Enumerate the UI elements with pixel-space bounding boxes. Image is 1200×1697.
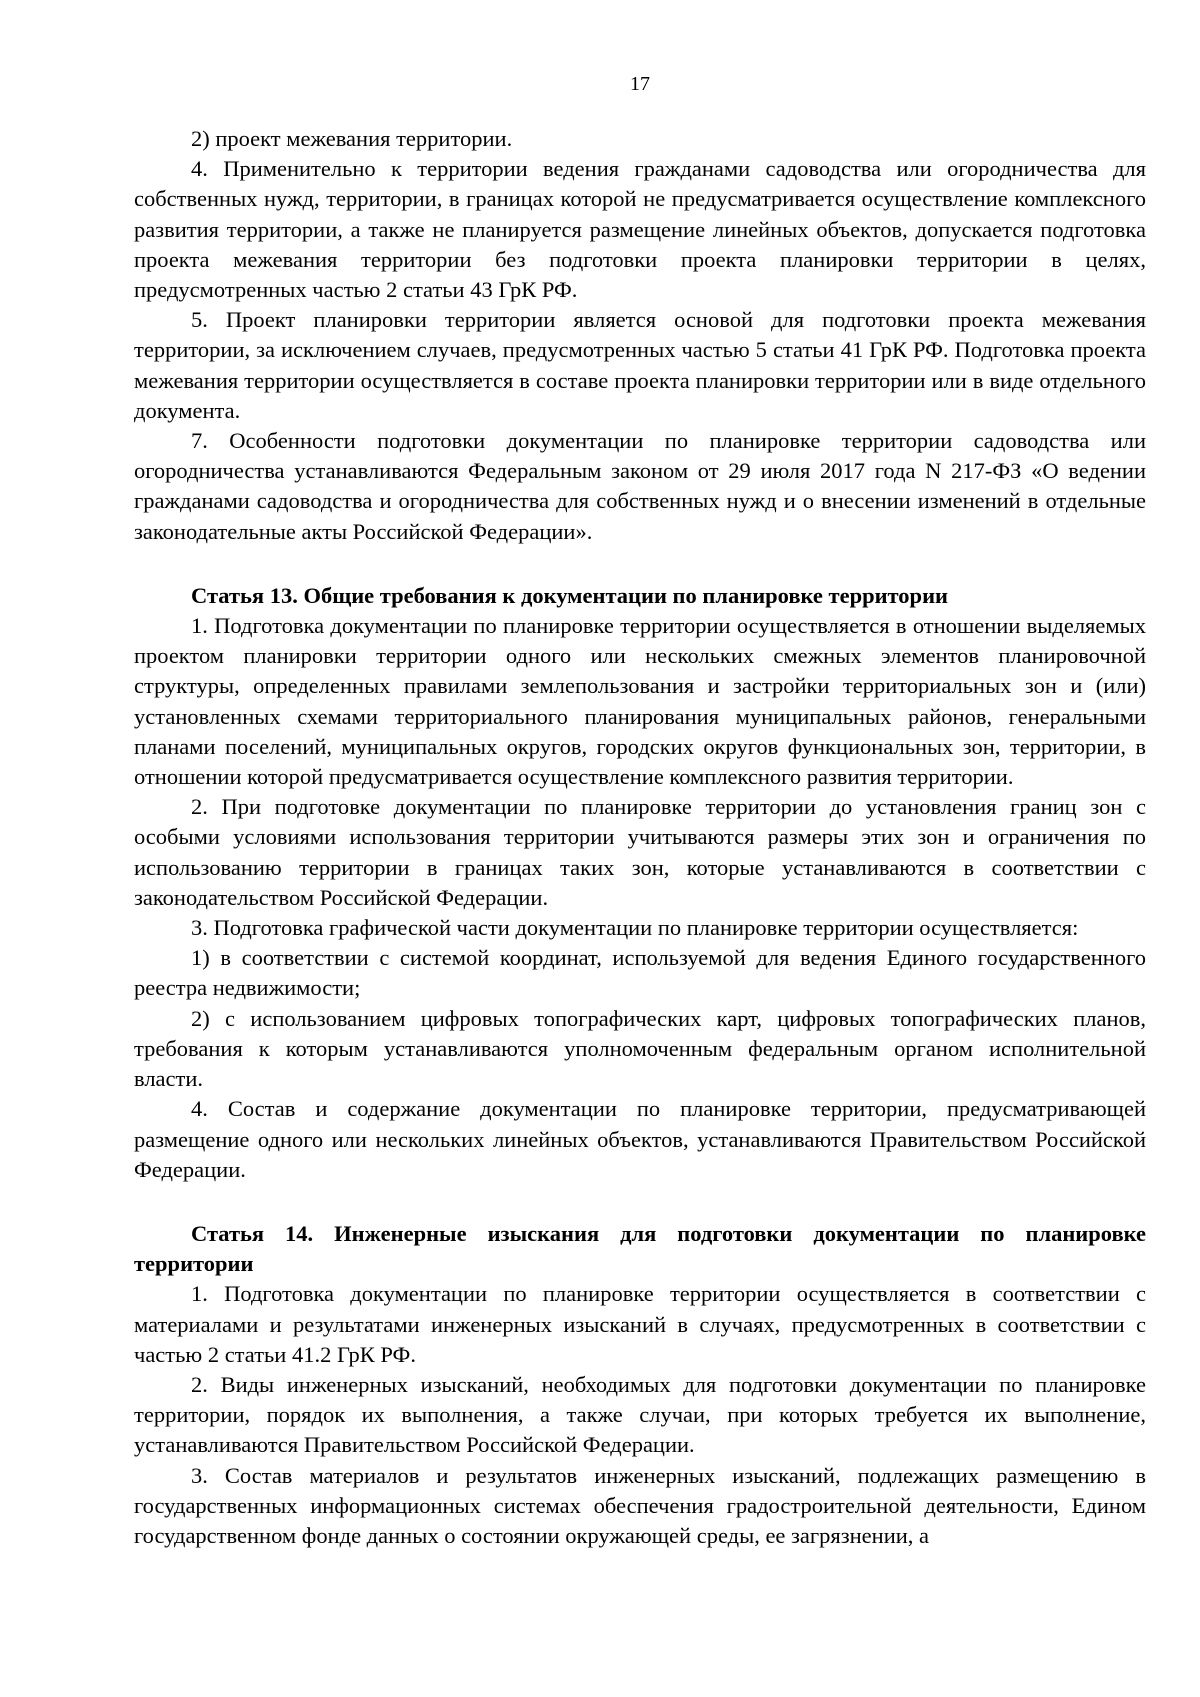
- article-13-paragraph-4: 4. Состав и содержание документации по планировке территории, предусматривающей размещение одного или нескольких линейных объектов, устанавливаются Правительством Российской Федерации.: [134, 1096, 1146, 1182]
- article-13-paragraph-3: 3. Подготовка графической части документации по планировке территории осуществляется:: [191, 915, 1079, 941]
- article-13-paragraph-2: 2. При подготовке документации по планировке территории до установления границ зон с особыми условиями использования территории учитываются размеры этих зон и ограничения по использованию территории в границах таких зон, которые устанавливаются в соответствии с законодательством Российской Федерации.: [134, 794, 1146, 910]
- article-14-paragraph-2: 2. Виды инженерных изысканий, необходимых для подготовки документации по планировке территории, порядок их выполнения, а также случаи, при которых требуется их выполнение, устанавливаются Правительством Российской Федерации.: [134, 1371, 1146, 1458]
- page-number: 17: [630, 73, 650, 95]
- article-14-paragraph-1: 1. Подготовка документации по планировке территории осуществляется в соответствии с материалами и результатами инженерных изысканий в случаях, предусмотренных в соответствии с частью 2 статьи 41.2 ГрК РФ.: [134, 1281, 1146, 1367]
- paragraph-2-7: 7. Особенности подготовки документации по планировке территории садоводства или огородничества устанавливаются Федеральным законом от 29 июля 2017 года N 217-ФЗ «О ведении гражданами садоводства и огородничества для собственных нужд и о внесении изменений в отдельные законодательные акты Российской Федерации».: [134, 428, 1146, 544]
- paragraph-2-5: 5. Проект планировки территории является основой для подготовки проекта межевания территории, за исключением случаев, предусмотренных частью 5 статьи 41 ГрК РФ. Подготовка проекта межевания территории осуществляется в составе проекта планировки территории или в виде отдельного документа.: [134, 307, 1146, 423]
- article-13-subitem-2: 2) с использованием цифровых топографических карт, цифровых топографических планов, требования к которым устанавливаются уполномоченным федеральным органом исполнительной власти.: [134, 1005, 1146, 1092]
- article-14-paragraph-3: 3. Состав материалов и результатов инженерных изысканий, подлежащих размещению в государственных информационных системах обеспечения градостроительной деятельности, Едином государственном фонде данных о состоянии окружающей среды, ее загрязнении, а: [134, 1462, 1146, 1548]
- document-body: [134, 124, 1146, 1551]
- article-13-paragraph-1: 1. Подготовка документации по планировке территории осуществляется в отношении выделяемых проектом планировки территории одного или нескольких смежных элементов планировочной структуры, определенных правилами землепользования и застройки территориальных зон и (или) установленных схемами территориального планирования муниципальных районов, генеральными планами поселений, муниципальных округов, городских округов функциональных зон, территории, в отношении которой предусматривается осуществление комплексного развития территории.: [134, 613, 1146, 790]
- article-13-subitem-1: 1) в соответствии с системой координат, используемой для ведения Единого государственного реестра недвижимости;: [134, 945, 1146, 1001]
- article-13-heading: Статья 13. Общие требования к документации по планировке территории: [191, 582, 949, 608]
- paragraph-2-4: 4. Применительно к территории ведения гражданами садоводства или огородничества для собственных нужд, территории, в границах которой не предусматривается осуществление комплексного развития территории, а также не планируется размещение линейных объектов, допускается подготовка проекта межевания территории без подготовки проекта планировки территории в целях, предусмотренных частью 2 статьи 43 ГрК РФ.: [134, 156, 1146, 303]
- paragraph-2-1: 2) проект межевания территории.: [191, 126, 513, 151]
- section-spacer: [134, 1185, 1146, 1219]
- section-spacer: [134, 547, 1146, 581]
- article-14-heading: Статья 14. Инженерные изыскания для подготовки документации по планировке территории: [134, 1220, 1146, 1277]
